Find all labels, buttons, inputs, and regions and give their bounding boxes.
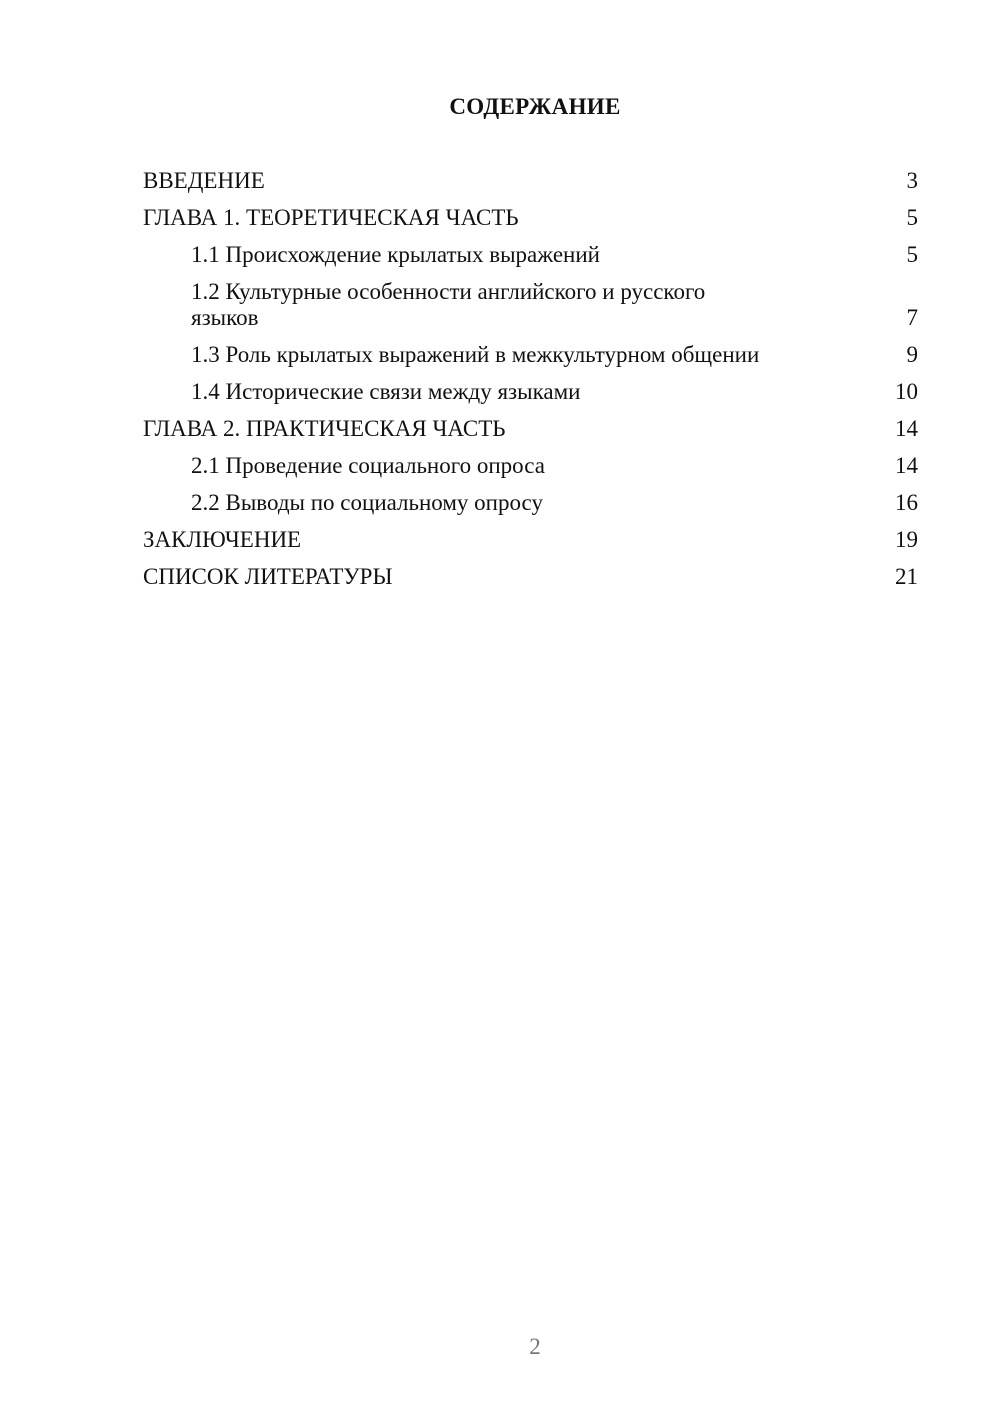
toc-entry-label: 1.2 Культурные особенности английского и русского языков bbox=[191, 279, 706, 330]
toc-entry-label: 1.1 Происхождение крылатых выражений bbox=[191, 242, 600, 267]
toc-entry-section-1-2 bbox=[143, 279, 918, 342]
toc-entry-page: 14 bbox=[895, 416, 918, 441]
toc-entry-section-1-3 bbox=[143, 342, 918, 379]
toc-entry-label: 1.4 Исторические связи между языками bbox=[191, 379, 581, 404]
toc-entry-label: 2.1 Проведение социального опроса bbox=[191, 453, 545, 478]
toc-entry-chapter-2 bbox=[143, 416, 918, 453]
toc-entry-page: 5 bbox=[906, 205, 918, 230]
toc-entry-section-2-1 bbox=[143, 453, 918, 490]
toc-entry-label: 1.3 Роль крылатых выражений в межкультурном общении bbox=[191, 342, 760, 367]
toc-entry-page: 19 bbox=[895, 527, 918, 552]
toc-entry-page: 7 bbox=[906, 305, 918, 330]
toc-entry-page: 3 bbox=[906, 168, 918, 193]
page-title: СОДЕРЖАНИЕ bbox=[449, 94, 621, 119]
toc-entry-label: ГЛАВА 1. ТЕОРЕТИЧЕСКАЯ ЧАСТЬ bbox=[143, 205, 519, 230]
toc-entry-section-1-4 bbox=[143, 379, 918, 416]
toc-entry-page: 10 bbox=[895, 379, 918, 404]
toc-entry-page: 9 bbox=[906, 342, 918, 367]
toc-entry-page: 21 bbox=[895, 564, 918, 589]
toc-entry-label: 2.2 Выводы по социальному опросу bbox=[191, 490, 543, 515]
toc-entry-chapter-1 bbox=[143, 205, 918, 242]
toc-entry-section-2-2 bbox=[143, 490, 918, 527]
toc-entry-page: 16 bbox=[895, 490, 918, 515]
toc-entry-label: ЗАКЛЮЧЕНИЕ bbox=[143, 527, 302, 552]
toc-entry-conclusion bbox=[143, 527, 918, 564]
toc-entry-introduction bbox=[143, 168, 918, 205]
page-number: 2 bbox=[529, 1334, 541, 1359]
table-of-contents bbox=[143, 168, 918, 601]
toc-entry-label: СПИСОК ЛИТЕРАТУРЫ bbox=[143, 564, 393, 589]
toc-entry-page: 5 bbox=[906, 242, 918, 267]
toc-entry-label: ГЛАВА 2. ПРАКТИЧЕСКАЯ ЧАСТЬ bbox=[143, 416, 506, 441]
toc-entry-section-1-1 bbox=[143, 242, 918, 279]
toc-entry-page: 14 bbox=[895, 453, 918, 478]
toc-entry-references bbox=[143, 564, 918, 601]
toc-entry-label: ВВЕДЕНИЕ bbox=[143, 168, 265, 193]
